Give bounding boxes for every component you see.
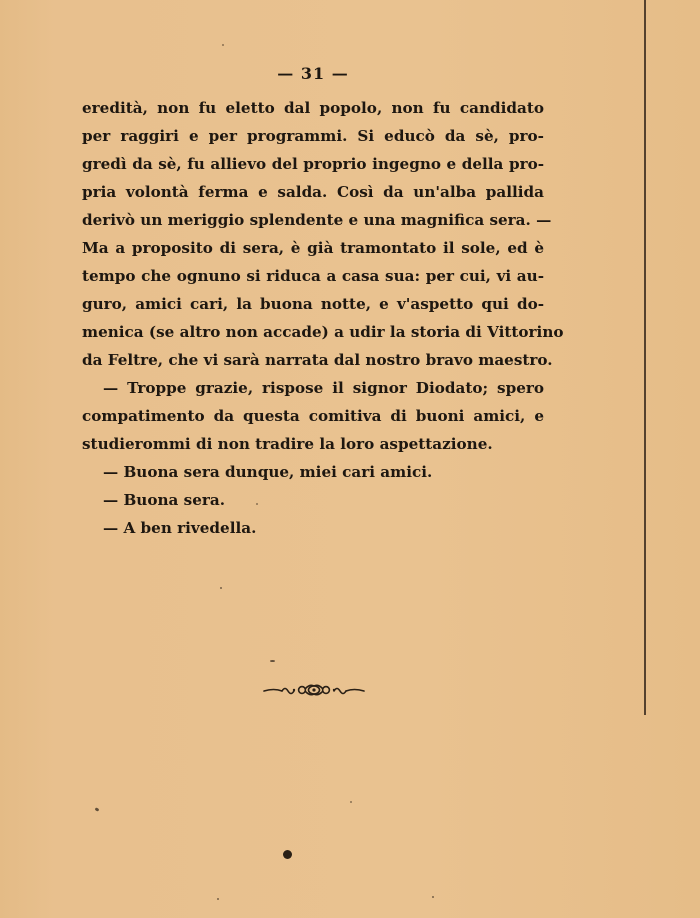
dialogue-line: — A ben rivedella. — [103, 519, 257, 537]
paper-speck — [220, 587, 222, 589]
text-line: eredità, non fu eletto dal popolo, non fu candidato — [82, 99, 544, 117]
paper-speck — [217, 898, 219, 900]
paper-speck — [256, 503, 258, 505]
dialogue-line: — Buona sera dunque, miei cari amici. — [103, 463, 433, 481]
text-line: Ma a proposito di sera, è già tramontato il sole, ed è — [82, 239, 544, 257]
decorative-tailpiece-icon — [262, 680, 366, 700]
text-line: per raggiri e per programmi. Si educò da sè, pro- — [82, 127, 544, 145]
text-line: pria volontà ferma e salda. Così da un'alba pallida — [82, 183, 544, 201]
dialogue-line: — Troppe grazie, rispose il signor Diodato; spero — [103, 379, 544, 397]
text-line: studierommi di non tradire la loro aspettazione. — [82, 435, 493, 453]
paper-speck — [432, 896, 434, 898]
text-line: tempo che ognuno si riduca a casa sua: per cui, vi au- — [82, 267, 544, 285]
body-text — [82, 94, 564, 542]
paper-speck — [222, 44, 224, 46]
paper-speck — [283, 850, 292, 859]
page-edge-line — [644, 0, 646, 715]
dialogue-line: — Buona sera. — [103, 491, 225, 509]
text-line: da Feltre, che vi sarà narrata dal nostro bravo maestro. — [82, 351, 553, 369]
paper-speck — [350, 801, 352, 803]
text-line: menica (se altro non accade) a udir la storia di Vittorino — [82, 323, 564, 341]
page-number: — 31 — — [277, 64, 349, 83]
paper-speck — [95, 807, 100, 812]
text-line: gredì da sè, fu allievo del proprio ingegno e della pro- — [82, 155, 544, 173]
text-line: guro, amici cari, la buona notte, e v'aspetto qui do- — [82, 295, 544, 313]
paper-speck — [270, 660, 275, 662]
text-line: derivò un meriggio splendente e una magnifica sera. — — [82, 211, 552, 229]
text-line: compatimento da questa comitiva di buoni amici, e — [82, 407, 544, 425]
